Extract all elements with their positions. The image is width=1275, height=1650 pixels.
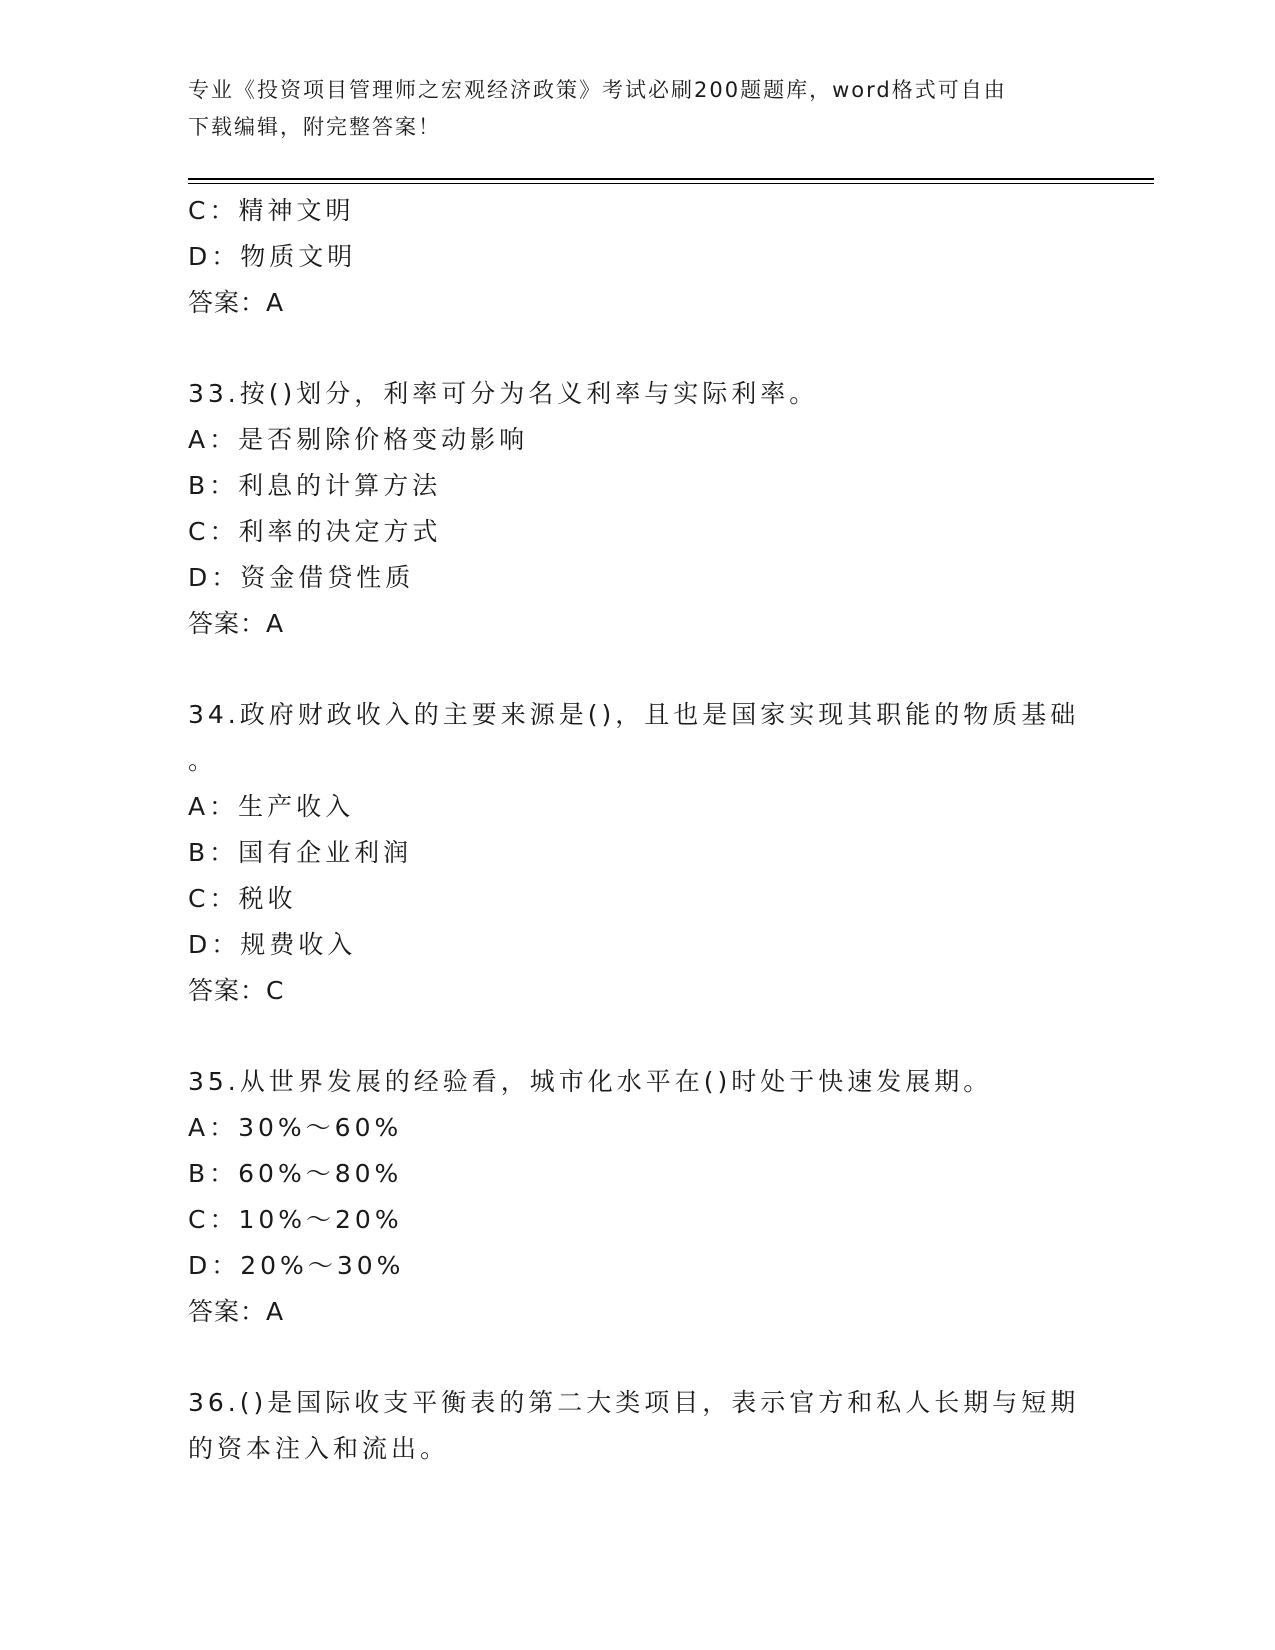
prev-option-d: D：物质文明 — [188, 242, 357, 271]
spacer — [188, 1335, 1088, 1380]
question-35-option-b: B：60%～80% — [188, 1159, 403, 1188]
header-line-2: 下载编辑，附完整答案！ — [188, 115, 441, 139]
page-header — [188, 72, 1088, 146]
question-33-text: 33.按()划分，利率可分为名义利率与实际利率。 — [188, 379, 819, 408]
question-33-option-b: B：利息的计算方法 — [188, 471, 442, 500]
question-34-option-a: A：生产收入 — [188, 792, 355, 821]
question-34-text-line-1: 34.政府财政收入的主要来源是()，且也是国家实现其职能的物质基础 — [188, 700, 1080, 729]
question-33-option-c: C：利率的决定方式 — [188, 517, 442, 546]
question-33-option-a: A：是否剔除价格变动影响 — [188, 425, 529, 454]
header-line-1: 专业《投资项目管理师之宏观经济政策》考试必刷200题题库，word格式可自由 — [188, 78, 1007, 102]
question-36-text-line-1: 36.()是国际收支平衡表的第二大类项目，表示官方和私人长期与短期 — [188, 1388, 1080, 1417]
prev-option-c: C：精神文明 — [188, 196, 355, 225]
question-list — [188, 188, 1088, 1472]
prev-answer: 答案：A — [188, 288, 285, 317]
header-divider-thick — [188, 178, 1154, 180]
question-34-text-line-2: 。 — [188, 746, 218, 775]
question-35-option-c: C：10%～20% — [188, 1205, 403, 1234]
question-35-answer: 答案：A — [188, 1297, 285, 1326]
question-34-option-d: D：规费收入 — [188, 930, 357, 959]
header-divider-thin — [188, 183, 1154, 184]
question-35-option-d: D：20%～30% — [188, 1251, 405, 1280]
question-33-answer: 答案：A — [188, 609, 285, 638]
question-34-option-b: B：国有企业利润 — [188, 838, 413, 867]
spacer — [188, 647, 1088, 692]
spacer — [188, 1014, 1088, 1059]
question-33-option-d: D：资金借贷性质 — [188, 563, 415, 592]
question-34-answer: 答案：C — [188, 976, 285, 1005]
question-36-text-line-2: 的资本注入和流出。 — [188, 1434, 450, 1463]
question-34-option-c: C：税收 — [188, 884, 297, 913]
spacer — [188, 326, 1088, 371]
question-35-option-a: A：30%～60% — [188, 1113, 403, 1142]
question-35-text: 35.从世界发展的经验看，城市化水平在()时处于快速发展期。 — [188, 1067, 993, 1096]
